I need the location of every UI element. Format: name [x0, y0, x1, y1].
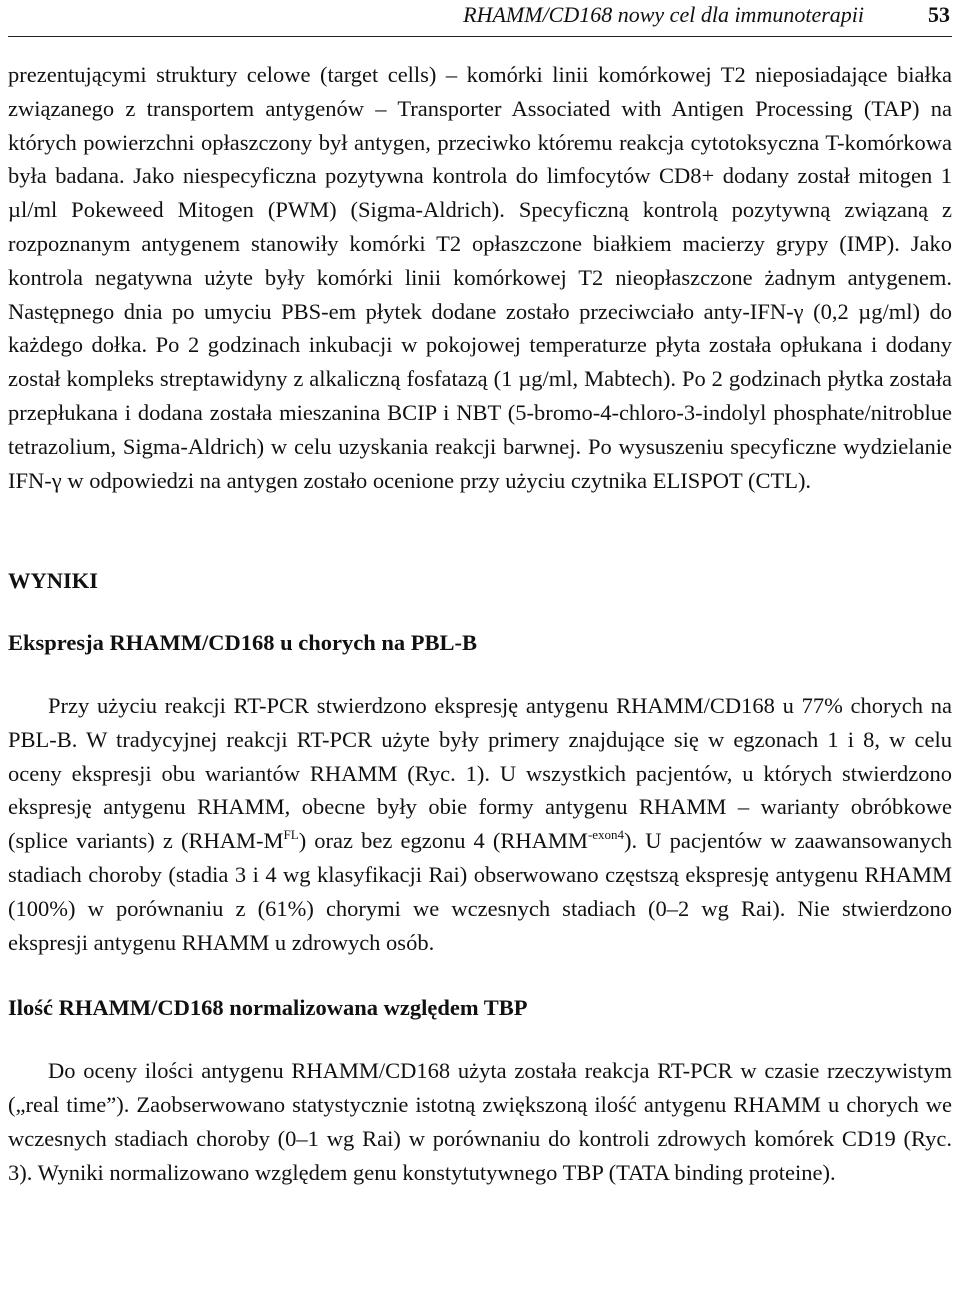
- running-title: RHAMM/CD168 nowy cel dla immunoterapii: [463, 2, 864, 27]
- page-header: [8, 0, 952, 37]
- expression-text-part2: ) oraz bez egzonu 4 (RHAMM: [298, 828, 588, 854]
- results-heading: WYNIKI: [8, 568, 99, 594]
- superscript-exon4: -exon4: [587, 827, 625, 843]
- superscript-fl: FL: [283, 827, 299, 843]
- page-body: [8, 58, 952, 1189]
- tbp-paragraph: Do oceny ilości antygenu RHAMM/CD168 użyta została reakcja RT-PCR w czasie rzeczywistym („real time”). Zaobserwowano statystycznie istotną zwiększoną ilość antygenu RHAMM u chorych we wczesnych stadiach choroby (0–1 wg Rai) w porównaniu do kontroli zdrowych komórek CD19 (Ryc. 3). Wyniki normalizowano względem genu konstytutywnego TBP (TATA binding proteine).: [8, 1058, 952, 1185]
- expression-text-part3: ). U pacjentów w zaawansowanych stadiach choroby (stadia 3 i 4 wg klasyfikacji Rai) obserwowano częstszą ekspresję antygenu RHAMM (100%) w porównaniu z (61%) chorymi we wczesnych stadiach (0–2 wg Rai). Nie stwierdzono ekspresji antygenu RHAMM u zdrowych osób.: [8, 828, 952, 955]
- expression-text-part1: Przy użyciu reakcji RT-PCR stwierdzono ekspresję antygenu RHAMM/CD168 u 77% chorych na PBL-B. W tradycyjnej reakcji RT-PCR użyte były primery znajdujące się w egzonach 1 i 8, w celu oceny ekspresji obu wariantów RHAMM (Ryc. 1). U wszystkich pacjentów, u których stwierdzono ekspresję antygenu RHAMM, obecne były obie formy antygenu RHAMM – warianty obróbkowe (splice variants) z (RHAM-M: [8, 692, 952, 854]
- methods-paragraph: prezentującymi struktury celowe (target cells) – komórki linii komórkowej T2 nieposiadające białka związanego z transportem antygenów – Transporter Associated with Antigen Processing (TAP) na których powierzchni opłaszczony był antygen, przeciwko któremu reakcja cytotoksyczna T-komórkowa była badana. Jako niespecyficzna pozytywna kontrola do limfocytów CD8+ dodany został mitogen 1 µl/ml Pokeweed Mitogen (PWM) (Sigma-Aldrich). Specyficzną kontrolą pozytywną związaną z rozpoznanym antygenem stanowiły komórki T2 opłaszczone białkiem macierzy grypy (IMP). Jako kontrola negatywna użyte były komórki linii komórkowej T2 nieopłaszczone żadnym antygenem. Następnego dnia po umyciu PBS-em płytek dodane zostało przeciwciało anty-IFN-γ (0,2 µg/ml) do każdego dołka. Po 2 godzinach inkubacji w pokojowej temperaturze płyta została opłukana i dodany został kompleks streptawidyny z alkaliczną fosfatazą (1 µg/ml, Mabtech). Po 2 godzinach płytka została przepłukana i dodana została mieszanina BCIP i NBT (5-bromo-4-chloro-3-indolyl phosphate/nitroblue tetrazolium, Sigma-Aldrich) w celu uzyskania reakcji barwnej. Po wysuszeniu specyficzne wydzielanie IFN-γ w odpowiedzi na antygen zostało ocenione przy użyciu czytnika ELISPOT (CTL).: [8, 62, 952, 493]
- section-heading-expression: Ekspresja RHAMM/CD168 u chorych na PBL-B: [8, 630, 477, 656]
- section-heading-tbp: Ilość RHAMM/CD168 normalizowana względem TBP: [8, 995, 528, 1021]
- page-number: 53: [928, 2, 950, 27]
- expression-paragraph: [8, 689, 952, 959]
